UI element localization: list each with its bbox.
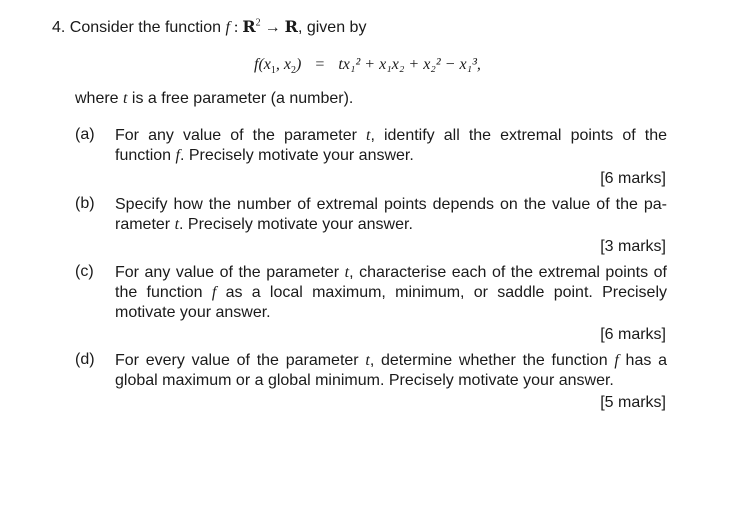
part-a-marks: [6 marks] [600,170,666,187]
part-b-label: (b) [75,195,95,212]
part-c-text: For any value of the parameter t, characterise each of the extremal points of the function f as a local maximum, minimum, or saddle point. Precisely motivate your answer. [115,264,668,321]
function-equation [254,56,481,77]
question-number: 4. [52,19,66,36]
part-c-label: (c) [75,263,94,280]
part-d-label: (d) [75,351,95,368]
part-a-label: (a) [75,126,95,143]
question-header [52,17,366,37]
part-a-text: For any value of the parameter t, identify all the extremal points of the function f. Precisely motivate your answer. [115,127,667,164]
intro-text: Consider the function f : $R^2 \to R$, given by [69,17,367,36]
part-b-text: Specify how the number of extremal points depends on the value of the pa-rameter t. Precisely motivate your answer. [115,196,667,233]
where-line: where t is a free parameter (a number). [75,90,354,107]
equation-equals: = [315,56,325,73]
part-d-text: For every value of the parameter t, determine whether the function f has a global maximum or a global minimum. Precisely motivate your answer. [115,352,667,389]
equation-rhs: tx₁² + x₁x₂ + x₂² − x₁³, [338,56,481,73]
equation-lhs: $f(x_1$, $x_2$) [254,56,302,77]
part-c-marks: [6 marks] [600,326,666,343]
part-b-marks: [3 marks] [600,238,666,255]
part-d-marks: [5 marks] [600,394,666,411]
